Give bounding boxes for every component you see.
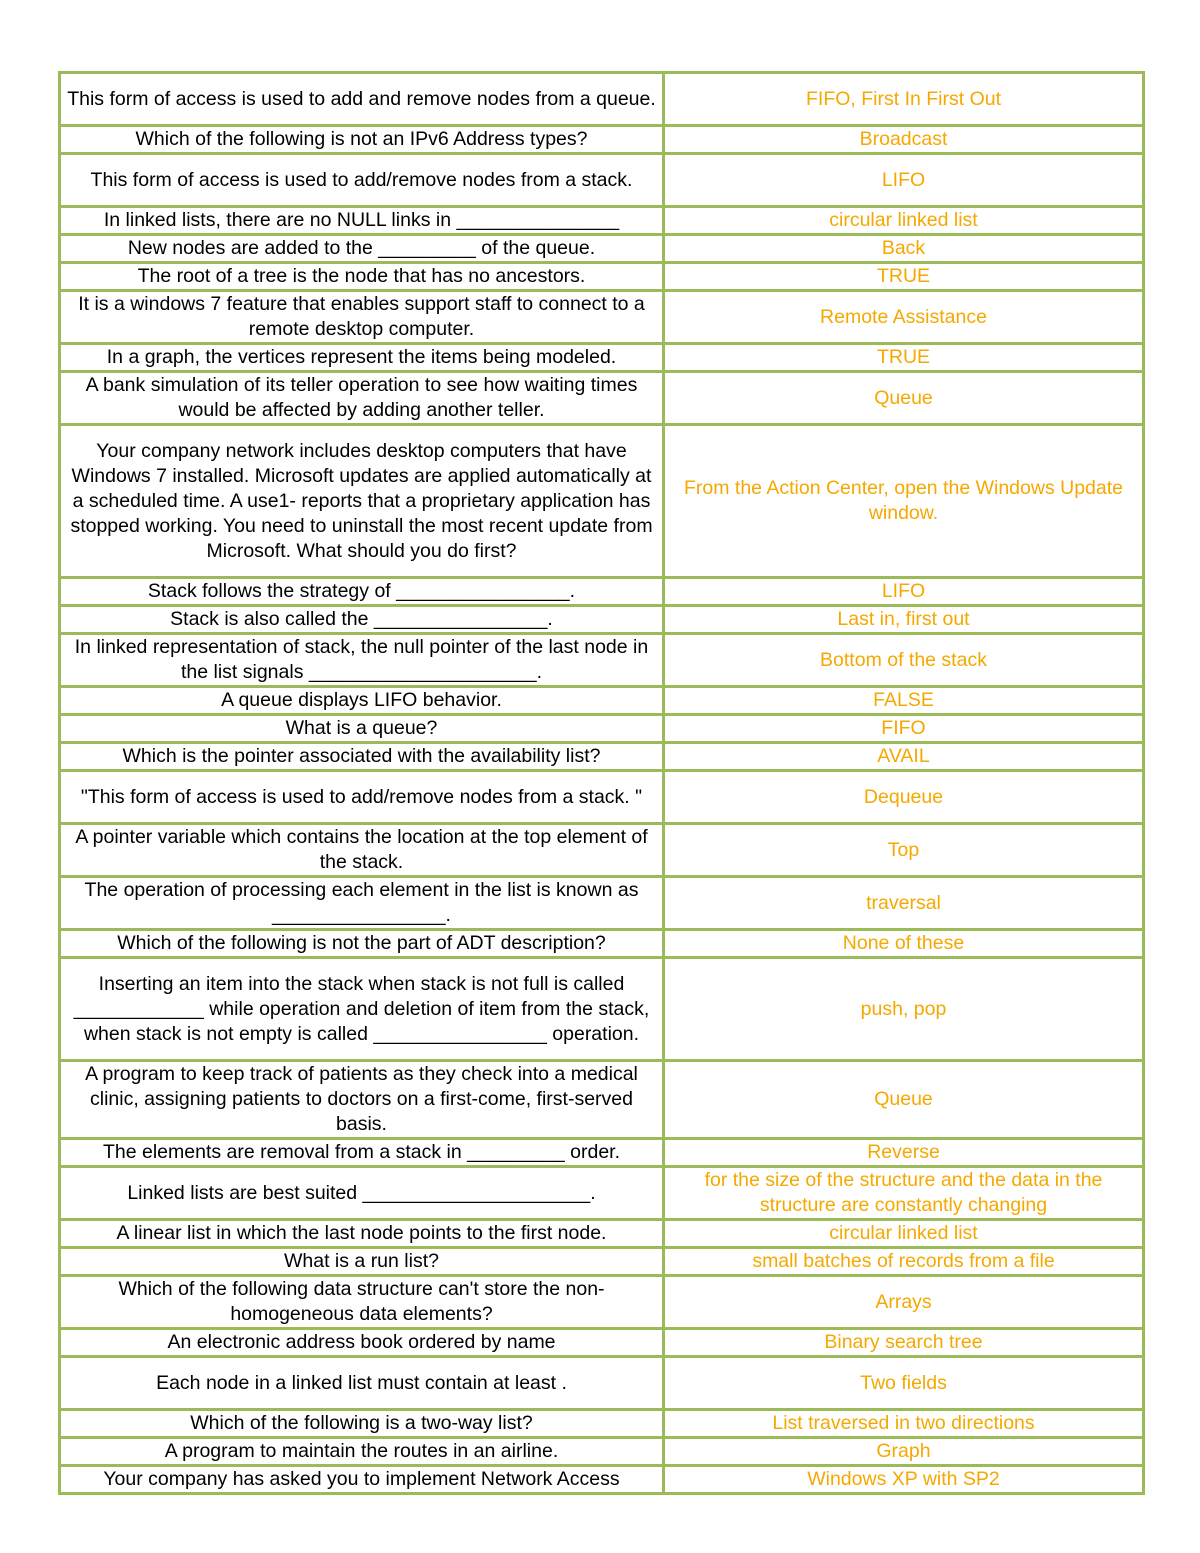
question-cell: Inserting an item into the stack when stack is not full is called ____________ while operation and deletion of item from the stack, when stack is not empty is called ________________ operation. [60,958,664,1061]
question-cell: What is a run list? [60,1248,664,1276]
question-cell: This form of access is used to add and remove nodes from a queue. [60,73,664,126]
answer-cell: Bottom of the stack [664,634,1144,687]
question-cell: Stack follows the strategy of ________________. [60,578,664,606]
question-cell: The root of a tree is the node that has no ancestors. [60,263,664,291]
answer-cell: AVAIL [664,743,1144,771]
answer-cell: FIFO [664,715,1144,743]
table-row [60,715,1144,743]
answer-cell: List traversed in two directions [664,1410,1144,1438]
answer-cell: small batches of records from a file [664,1248,1144,1276]
answer-cell: LIFO [664,578,1144,606]
question-cell: In linked lists, there are no NULL links in _______________ [60,207,664,235]
question-cell: It is a windows 7 feature that enables support staff to connect to a remote desktop computer. [60,291,664,344]
answer-cell: TRUE [664,344,1144,372]
question-cell: Stack is also called the ________________. [60,606,664,634]
table-row [60,687,1144,715]
answer-cell: Arrays [664,1276,1144,1329]
question-cell: An electronic address book ordered by name [60,1329,664,1357]
qa-table [58,71,1145,1495]
table-row [60,1410,1144,1438]
answer-cell: Reverse [664,1139,1144,1167]
table-row [60,1167,1144,1220]
table-row [60,344,1144,372]
answer-cell: Queue [664,372,1144,425]
table-row [60,578,1144,606]
question-cell: Which of the following data structure can't store the non-homogeneous data elements? [60,1276,664,1329]
table-row [60,958,1144,1061]
table-row [60,73,1144,126]
question-cell: This form of access is used to add/remove nodes from a stack. [60,154,664,207]
question-cell: A linear list in which the last node points to the first node. [60,1220,664,1248]
answer-cell: traversal [664,877,1144,930]
question-cell: Your company has asked you to implement Network Access [60,1466,664,1494]
question-cell: Your company network includes desktop computers that have Windows 7 installed. Microsoft updates are applied automatically at a scheduled time. A use1- reports that a proprietary application has stopped working. You need to uninstall the most recent update from Microsoft. What should you do first? [60,425,664,578]
question-cell: A program to maintain the routes in an airline. [60,1438,664,1466]
question-cell: What is a queue? [60,715,664,743]
question-cell: In a graph, the vertices represent the items being modeled. [60,344,664,372]
table-row [60,154,1144,207]
question-cell: A queue displays LIFO behavior. [60,687,664,715]
question-cell: Each node in a linked list must contain at least . [60,1357,664,1410]
answer-cell: Binary search tree [664,1329,1144,1357]
table-row [60,291,1144,344]
answer-cell: Remote Assistance [664,291,1144,344]
table-row [60,1438,1144,1466]
answer-cell: Back [664,235,1144,263]
answer-cell: TRUE [664,263,1144,291]
table-row [60,1248,1144,1276]
table-row [60,425,1144,578]
question-cell: A bank simulation of its teller operation to see how waiting times would be affected by adding another teller. [60,372,664,425]
table-row [60,372,1144,425]
table-row [60,235,1144,263]
question-cell: In linked representation of stack, the null pointer of the last node in the list signals _____________________. [60,634,664,687]
question-cell: Linked lists are best suited _____________________. [60,1167,664,1220]
answer-cell: Two fields [664,1357,1144,1410]
table-row [60,877,1144,930]
table-row [60,126,1144,154]
table-row [60,771,1144,824]
answer-cell: circular linked list [664,1220,1144,1248]
table-row [60,1139,1144,1167]
answer-cell: Dequeue [664,771,1144,824]
table-row [60,1466,1144,1494]
answer-cell: Broadcast [664,126,1144,154]
answer-cell: FIFO, First In First Out [664,73,1144,126]
table-row [60,1061,1144,1139]
answer-cell: circular linked list [664,207,1144,235]
answer-cell: LIFO [664,154,1144,207]
table-row [60,930,1144,958]
question-cell: Which is the pointer associated with the availability list? [60,743,664,771]
answer-cell: Windows XP with SP2 [664,1466,1144,1494]
table-row [60,824,1144,877]
question-cell: Which of the following is not the part of ADT description? [60,930,664,958]
question-cell: Which of the following is a two-way list? [60,1410,664,1438]
question-cell: The elements are removal from a stack in _________ order. [60,1139,664,1167]
answer-cell: From the Action Center, open the Windows Update window. [664,425,1144,578]
qa-table-body [60,73,1144,1494]
question-cell: Which of the following is not an IPv6 Address types? [60,126,664,154]
question-cell: New nodes are added to the _________ of the queue. [60,235,664,263]
table-row [60,743,1144,771]
answer-cell: for the size of the structure and the data in the structure are constantly changing [664,1167,1144,1220]
table-row [60,1329,1144,1357]
answer-cell: Graph [664,1438,1144,1466]
table-row [60,634,1144,687]
answer-cell: Top [664,824,1144,877]
table-row [60,207,1144,235]
answer-cell: None of these [664,930,1144,958]
table-row [60,1357,1144,1410]
table-row [60,1276,1144,1329]
answer-cell: push, pop [664,958,1144,1061]
question-cell: A program to keep track of patients as they check into a medical clinic, assigning patients to doctors on a first-come, first-served basis. [60,1061,664,1139]
table-row [60,263,1144,291]
question-cell: The operation of processing each element in the list is known as ________________. [60,877,664,930]
table-row [60,606,1144,634]
answer-cell: Last in, first out [664,606,1144,634]
answer-cell: FALSE [664,687,1144,715]
question-cell: A pointer variable which contains the location at the top element of the stack. [60,824,664,877]
table-row [60,1220,1144,1248]
answer-cell: Queue [664,1061,1144,1139]
question-cell: "This form of access is used to add/remove nodes from a stack. " [60,771,664,824]
